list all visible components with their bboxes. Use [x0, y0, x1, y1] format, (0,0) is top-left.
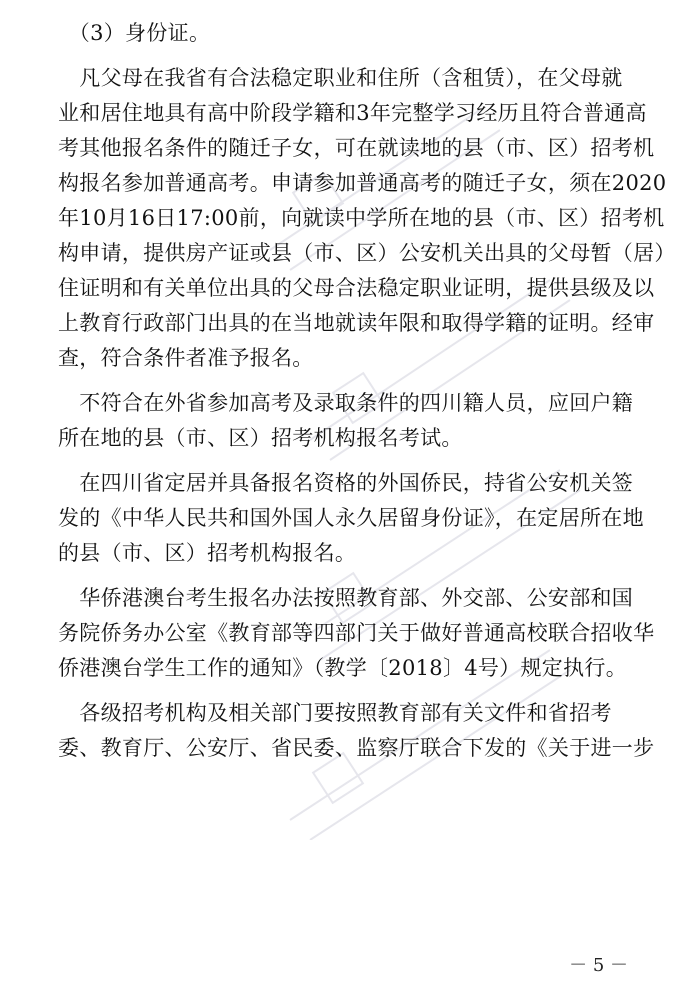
text-line: 凡父母在我省有合法稳定职业和住所（含租赁），在父母就 [58, 66, 623, 90]
text-line: 所在地的县（市、区）招考机构报名考试。 [58, 426, 463, 450]
text-line: 发的《中华人民共和国外国人永久居留身份证》，在定居所在地 [58, 506, 644, 530]
text-line: 构报名参加普通高考。申请参加普通高考的随迁子女，须在2020 [58, 171, 667, 195]
text-line: 不符合在外省参加高考及录取条件的四川籍人员，应回户籍 [58, 391, 634, 415]
text-line: 委、教育厅、公安厅、省民委、监察厅联合下发的《关于进一步 [58, 736, 655, 760]
paragraph-gap [58, 456, 648, 466]
text-line: 住证明和有关单位出具的父母合法稳定职业证明，提供县级及以 [58, 276, 655, 300]
text-line: 考其他报名条件的随迁子女，可在就读地的县（市、区）招考机 [58, 136, 655, 160]
text-line: 的县（市、区）招考机构报名。 [58, 541, 357, 565]
text-line: 业和居住地具有高中阶段学籍和3年完整学习经历且符合普通高 [58, 101, 647, 125]
text-line: 务院侨务办公室《教育部等四部门关于做好普通高校联合招收华 [58, 621, 655, 645]
text-line: 在四川省定居并具备报名资格的外国侨民，持省公安机关签 [58, 471, 634, 495]
text-line: 查，符合条件者准予报名。 [58, 346, 314, 370]
text-line: 侨港澳台学生工作的通知》（教学〔2018〕4号）规定执行。 [58, 656, 628, 680]
text-line: 构申请，提供房产证或县（市、区）公安机关出具的父母暂（居） [58, 241, 676, 265]
text-line: 华侨港澳台考生报名办法按照教育部、外交部、公安部和国 [58, 586, 634, 610]
paragraph-gap [58, 571, 648, 581]
document-body [58, 16, 676, 766]
paragraph-gap [58, 51, 648, 61]
text-line: 上教育行政部门出具的在当地就读年限和取得学籍的证明。经审 [58, 311, 655, 335]
page-number: － 5 － [569, 955, 628, 976]
text-line: 年10月16日17:00前，向就读中学所在地的县（市、区）招考机 [58, 206, 665, 230]
paragraph-gap [58, 376, 648, 386]
text-line: 各级招考机构及相关部门要按照教育部有关文件和省招考 [58, 701, 612, 725]
paragraph-gap [58, 686, 648, 696]
text-line: （3）身份证。 [58, 21, 211, 45]
